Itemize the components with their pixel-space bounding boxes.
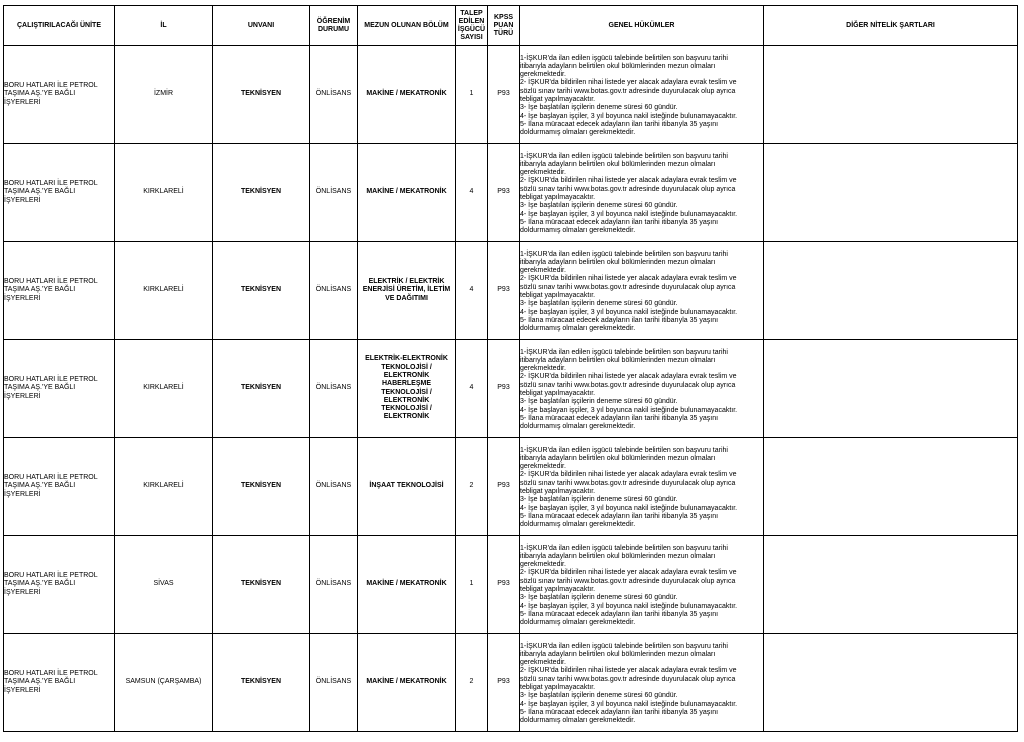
hukum-line: 4- İşe başlayan işçiler, 3 yıl boyunca nakil isteğinde bulunamayacaktır.	[520, 406, 738, 414]
unit-cell	[4, 438, 115, 536]
bolum-line: MAKİNE / MEKATRONİK	[366, 580, 447, 588]
kpss-cell: P93	[488, 536, 520, 634]
hukum-line: 5- İlana müracaat edecek adayların ilan tarihi itibarıyla 35 yaşını	[520, 708, 719, 716]
genel-hukumler-text	[520, 248, 763, 334]
diger-cell	[764, 438, 1018, 536]
ogrenim-cell: ÖNLİSANS	[310, 340, 358, 438]
hukum-line: tebligat yapılmayacaktır.	[520, 96, 596, 103]
hukum-line: 2- İŞKUR'da bildirilen nihai listede yer alacak adaylara evrak teslim ve	[520, 667, 737, 675]
bolum-line: ELEKTRONİK	[383, 371, 430, 379]
hukum-line: itibarıyla adayların belirtilen okul bölümlerinden mezun olmaları	[520, 650, 716, 658]
diger-cell	[764, 536, 1018, 634]
hukum-line: sözlü sınav tarihi www.botas.gov.tr adresinde duyurulacak olup ayrıca	[520, 381, 736, 389]
il-cell: KIRKLARELİ	[115, 242, 213, 340]
kpss-cell: P93	[488, 340, 520, 438]
unit-line: İŞYERLERİ	[4, 392, 41, 400]
unit-cell	[4, 242, 115, 340]
hukum-line: itibarıyla adayların belirtilen okul bölümlerinden mezun olmaları	[520, 258, 716, 266]
bolum-line: ENERJİSİ ÜRETİM, İLETİM	[362, 286, 451, 294]
hukum-line: sözlü sınav tarihi www.botas.gov.tr adresinde duyurulacak olup ayrıca	[520, 675, 736, 683]
hukum-line: tebligat yapılmayacaktır.	[520, 586, 596, 593]
diger-cell	[764, 242, 1018, 340]
talep-cell: 1	[456, 536, 488, 634]
kpss-cell: P93	[488, 438, 520, 536]
talep-cell: 2	[456, 634, 488, 732]
bolum-line: ELEKTRİK-ELEKTRONİK	[365, 355, 448, 363]
bolum-line: ELEKTRİK / ELEKTRİK	[368, 278, 445, 286]
hukum-line: sözlü sınav tarihi www.botas.gov.tr adresinde duyurulacak olup ayrıca	[520, 185, 736, 193]
unit-line: BORU HATLARI İLE PETROL	[4, 82, 98, 90]
unit-line: İŞYERLERİ	[4, 98, 41, 106]
table-row	[4, 438, 1018, 536]
hukum-line: gerekmektedir.	[520, 267, 566, 275]
hukum-line: 2- İŞKUR'da bildirilen nihai listede yer alacak adaylara evrak teslim ve	[520, 471, 737, 479]
hukum-line: sözlü sınav tarihi www.botas.gov.tr adresinde duyurulacak olup ayrıca	[520, 577, 736, 585]
ogrenim-cell: ÖNLİSANS	[310, 634, 358, 732]
hukum-line: 2- İŞKUR'da bildirilen nihai listede yer alacak adaylara evrak teslim ve	[520, 373, 737, 381]
diger-cell	[764, 634, 1018, 732]
hukum-line: 2- İŞKUR'da bildirilen nihai listede yer alacak adaylara evrak teslim ve	[520, 275, 737, 283]
unit-cell	[4, 144, 115, 242]
unit-line: BORU HATLARI İLE PETROL	[4, 572, 98, 580]
hukum-line: sözlü sınav tarihi www.botas.gov.tr adresinde duyurulacak olup ayrıca	[520, 87, 736, 95]
unit-line: İŞYERLERİ	[4, 294, 41, 302]
hukum-line: tebligat yapılmayacaktır.	[520, 194, 596, 201]
hukum-line: gerekmektedir.	[520, 71, 566, 79]
talep-cell: 2	[456, 438, 488, 536]
unvani-cell: TEKNİSYEN	[213, 144, 310, 242]
unit-line: İŞYERLERİ	[4, 490, 41, 498]
hukum-line: itibarıyla adayların belirtilen okul bölümlerinden mezun olmaları	[520, 454, 716, 462]
header-unvani: UNVANI	[213, 6, 310, 46]
unvani-cell: TEKNİSYEN	[213, 46, 310, 144]
kpss-cell: P93	[488, 634, 520, 732]
unit-cell	[4, 634, 115, 732]
header-il: İL	[115, 6, 213, 46]
bolum-line: TEKNOLOJİSİ /	[381, 405, 432, 413]
bolum-cell	[358, 242, 456, 340]
diger-cell	[764, 144, 1018, 242]
hukum-line: 2- İŞKUR'da bildirilen nihai listede yer alacak adaylara evrak teslim ve	[520, 177, 737, 185]
unit-line: BORU HATLARI İLE PETROL	[4, 474, 98, 482]
unvani-cell: TEKNİSYEN	[213, 242, 310, 340]
hukum-line: 3- İşe başlatılan işçilerin deneme süresi 60 gündür.	[520, 594, 678, 602]
bolum-cell	[358, 46, 456, 144]
bolum-line: MAKİNE / MEKATRONİK	[366, 188, 447, 196]
genel-hukumler-cell	[520, 46, 764, 144]
hukum-line: tebligat yapılmayacaktır.	[520, 488, 596, 495]
il-cell: KIRKLARELİ	[115, 340, 213, 438]
unit-line: İŞYERLERİ	[4, 686, 41, 694]
hukum-line: gerekmektedir.	[520, 169, 566, 177]
genel-hukumler-cell	[520, 340, 764, 438]
hukum-line: 1-İŞKUR'da ilan edilen işgücü talebinde belirtilen son başvuru tarihi	[520, 446, 728, 454]
talep-cell: 4	[456, 144, 488, 242]
bolum-line: İNŞAAT TEKNOLOJİSİ	[369, 482, 444, 490]
hukum-line: 5- İlana müracaat edecek adayların ilan tarihi itibarıyla 35 yaşını	[520, 316, 719, 324]
table-body	[4, 46, 1018, 732]
table-row	[4, 242, 1018, 340]
unit-line: İŞYERLERİ	[4, 588, 41, 596]
hukum-line: sözlü sınav tarihi www.botas.gov.tr adresinde duyurulacak olup ayrıca	[520, 283, 736, 291]
hukum-line: doldurmamış olmaları gerekmektedir.	[520, 325, 636, 333]
hukum-line: itibarıyla adayların belirtilen okul bölümlerinden mezun olmaları	[520, 552, 716, 560]
kpss-cell: P93	[488, 242, 520, 340]
unit-cell	[4, 46, 115, 144]
hukum-line: 3- İşe başlatılan işçilerin deneme süresi 60 gündür.	[520, 202, 678, 210]
unit-line: TAŞIMA AŞ.'YE BAĞLI	[4, 384, 76, 392]
genel-hukumler-text	[520, 640, 763, 726]
genel-hukumler-cell	[520, 634, 764, 732]
hukum-line: 4- İşe başlayan işçiler, 3 yıl boyunca nakil isteğinde bulunamayacaktır.	[520, 210, 738, 218]
header-talep: TALEP EDİLEN İŞGÜCÜ SAYISI	[456, 6, 488, 46]
hukum-line: 3- İşe başlatılan işçilerin deneme süresi 60 gündür.	[520, 692, 678, 700]
table-row	[4, 46, 1018, 144]
unit-line: TAŞIMA AŞ.'YE BAĞLI	[4, 90, 76, 98]
unit-line: TAŞIMA AŞ.'YE BAĞLI	[4, 580, 76, 588]
job-listing-table	[3, 5, 1018, 732]
header-diger: DİĞER NİTELİK ŞARTLARI	[764, 6, 1018, 46]
unvani-cell: TEKNİSYEN	[213, 634, 310, 732]
genel-hukumler-cell	[520, 144, 764, 242]
hukum-line: 1-İŞKUR'da ilan edilen işgücü talebinde belirtilen son başvuru tarihi	[520, 250, 728, 258]
hukum-line: 4- İşe başlayan işçiler, 3 yıl boyunca nakil isteğinde bulunamayacaktır.	[520, 504, 738, 512]
bolum-line: MAKİNE / MEKATRONİK	[366, 678, 447, 686]
hukum-line: 2- İŞKUR'da bildirilen nihai listede yer alacak adaylara evrak teslim ve	[520, 569, 737, 577]
hukum-line: itibarıyla adayların belirtilen okul bölümlerinden mezun olmaları	[520, 356, 716, 364]
bolum-cell	[358, 144, 456, 242]
hukum-line: 4- İşe başlayan işçiler, 3 yıl boyunca nakil isteğinde bulunamayacaktır.	[520, 700, 738, 708]
unit-line: BORU HATLARI İLE PETROL	[4, 180, 98, 188]
table-row	[4, 340, 1018, 438]
genel-hukumler-cell	[520, 536, 764, 634]
table-row	[4, 634, 1018, 732]
il-cell: KIRKLARELİ	[115, 438, 213, 536]
hukum-line: gerekmektedir.	[520, 463, 566, 471]
kpss-cell: P93	[488, 144, 520, 242]
unit-line: TAŞIMA AŞ.'YE BAĞLI	[4, 188, 76, 196]
table-row	[4, 536, 1018, 634]
unvani-cell: TEKNİSYEN	[213, 340, 310, 438]
header-bolum: MEZUN OLUNAN BÖLÜM	[358, 6, 456, 46]
hukum-line: 5- İlana müracaat edecek adayların ilan tarihi itibarıyla 35 yaşını	[520, 218, 719, 226]
ogrenim-cell: ÖNLİSANS	[310, 536, 358, 634]
hukum-line: 1-İŞKUR'da ilan edilen işgücü talebinde belirtilen son başvuru tarihi	[520, 152, 728, 160]
unvani-cell: TEKNİSYEN	[213, 536, 310, 634]
talep-cell: 4	[456, 340, 488, 438]
bolum-line: TEKNOLOJİSİ /	[381, 388, 432, 396]
unit-line: TAŞIMA AŞ.'YE BAĞLI	[4, 678, 76, 686]
hukum-line: doldurmamış olmaları gerekmektedir.	[520, 619, 636, 627]
genel-hukumler-text	[520, 346, 763, 432]
unit-line: BORU HATLARI İLE PETROL	[4, 670, 98, 678]
header-ogrenim: ÖĞRENİM DURUMU	[310, 6, 358, 46]
hukum-line: 3- İşe başlatılan işçilerin deneme süresi 60 gündür.	[520, 496, 678, 504]
hukum-line: 1-İŞKUR'da ilan edilen işgücü talebinde belirtilen son başvuru tarihi	[520, 642, 728, 650]
genel-hukumler-cell	[520, 242, 764, 340]
hukum-line: 5- İlana müracaat edecek adayların ilan tarihi itibarıyla 35 yaşını	[520, 120, 719, 128]
bolum-line: TEKNOLOJİSİ /	[381, 363, 432, 371]
hukum-line: sözlü sınav tarihi www.botas.gov.tr adresinde duyurulacak olup ayrıca	[520, 479, 736, 487]
hukum-line: tebligat yapılmayacaktır.	[520, 684, 596, 691]
genel-hukumler-text	[520, 150, 763, 236]
talep-cell: 1	[456, 46, 488, 144]
unit-line: BORU HATLARI İLE PETROL	[4, 278, 98, 286]
il-cell: SİVAS	[115, 536, 213, 634]
hukum-line: 5- İlana müracaat edecek adayların ilan tarihi itibarıyla 35 yaşını	[520, 414, 719, 422]
hukum-line: 3- İşe başlatılan işçilerin deneme süresi 60 gündür.	[520, 300, 678, 308]
hukum-line: 1-İŞKUR'da ilan edilen işgücü talebinde belirtilen son başvuru tarihi	[520, 54, 728, 62]
bolum-line: VE DAĞITIMI	[385, 294, 428, 302]
unvani-cell: TEKNİSYEN	[213, 438, 310, 536]
unit-cell	[4, 536, 115, 634]
ogrenim-cell: ÖNLİSANS	[310, 144, 358, 242]
genel-hukumler-text	[520, 542, 763, 628]
genel-hukumler-text	[520, 52, 763, 138]
bolum-line: ELEKTRONİK	[383, 413, 430, 421]
hukum-line: gerekmektedir.	[520, 659, 566, 667]
hukum-line: 4- İşe başlayan işçiler, 3 yıl boyunca nakil isteğinde bulunamayacaktır.	[520, 112, 738, 120]
hukum-line: doldurmamış olmaları gerekmektedir.	[520, 521, 636, 529]
header-unit: ÇALIŞTIRILACAĞI ÜNİTE	[4, 6, 115, 46]
hukum-line: 5- İlana müracaat edecek adayların ilan tarihi itibarıyla 35 yaşını	[520, 512, 719, 520]
il-cell: KIRKLARELİ	[115, 144, 213, 242]
hukum-line: doldurmamış olmaları gerekmektedir.	[520, 717, 636, 725]
hukum-line: doldurmamış olmaları gerekmektedir.	[520, 129, 636, 137]
diger-cell	[764, 46, 1018, 144]
header-genel: GENEL HÜKÜMLER	[520, 6, 764, 46]
bolum-cell	[358, 438, 456, 536]
genel-hukumler-cell	[520, 438, 764, 536]
il-cell: SAMSUN (ÇARŞAMBA)	[115, 634, 213, 732]
genel-hukumler-text	[520, 444, 763, 530]
hukum-line: gerekmektedir.	[520, 561, 566, 569]
hukum-line: doldurmamış olmaları gerekmektedir.	[520, 423, 636, 431]
hukum-line: 5- İlana müracaat edecek adayların ilan tarihi itibarıyla 35 yaşını	[520, 610, 719, 618]
hukum-line: 3- İşe başlatılan işçilerin deneme süresi 60 gündür.	[520, 104, 678, 112]
hukum-line: gerekmektedir.	[520, 365, 566, 373]
table-row	[4, 144, 1018, 242]
unit-line: BORU HATLARI İLE PETROL	[4, 376, 98, 384]
ogrenim-cell: ÖNLİSANS	[310, 438, 358, 536]
hukum-line: 4- İşe başlayan işçiler, 3 yıl boyunca nakil isteğinde bulunamayacaktır.	[520, 602, 738, 610]
bolum-cell	[358, 634, 456, 732]
hukum-line: itibarıyla adayların belirtilen okul bölümlerinden mezun olmaları	[520, 160, 716, 168]
unit-line: TAŞIMA AŞ.'YE BAĞLI	[4, 482, 76, 490]
hukum-line: tebligat yapılmayacaktır.	[520, 292, 596, 299]
il-cell: İZMİR	[115, 46, 213, 144]
bolum-cell	[358, 536, 456, 634]
unit-line: TAŞIMA AŞ.'YE BAĞLI	[4, 286, 76, 294]
hukum-line: 4- İşe başlayan işçiler, 3 yıl boyunca nakil isteğinde bulunamayacaktır.	[520, 308, 738, 316]
hukum-line: tebligat yapılmayacaktır.	[520, 390, 596, 397]
ogrenim-cell: ÖNLİSANS	[310, 242, 358, 340]
hukum-line: 2- İŞKUR'da bildirilen nihai listede yer alacak adaylara evrak teslim ve	[520, 79, 737, 87]
bolum-line: MAKİNE / MEKATRONİK	[366, 90, 447, 98]
hukum-line: itibarıyla adayların belirtilen okul bölümlerinden mezun olmaları	[520, 62, 716, 70]
kpss-cell: P93	[488, 46, 520, 144]
bolum-line: HABERLEŞME	[381, 380, 431, 388]
header-kpss: KPSS PUAN TÜRÜ	[488, 6, 520, 46]
unit-line: İŞYERLERİ	[4, 196, 41, 204]
diger-cell	[764, 340, 1018, 438]
hukum-line: doldurmamış olmaları gerekmektedir.	[520, 227, 636, 235]
talep-cell: 4	[456, 242, 488, 340]
bolum-cell	[358, 340, 456, 438]
hukum-line: 1-İŞKUR'da ilan edilen işgücü talebinde belirtilen son başvuru tarihi	[520, 348, 728, 356]
unit-cell	[4, 340, 115, 438]
ogrenim-cell: ÖNLİSANS	[310, 46, 358, 144]
hukum-line: 3- İşe başlatılan işçilerin deneme süresi 60 gündür.	[520, 398, 678, 406]
header-row	[4, 6, 1018, 46]
bolum-line: ELEKTRONİK	[383, 396, 430, 404]
hukum-line: 1-İŞKUR'da ilan edilen işgücü talebinde belirtilen son başvuru tarihi	[520, 544, 728, 552]
